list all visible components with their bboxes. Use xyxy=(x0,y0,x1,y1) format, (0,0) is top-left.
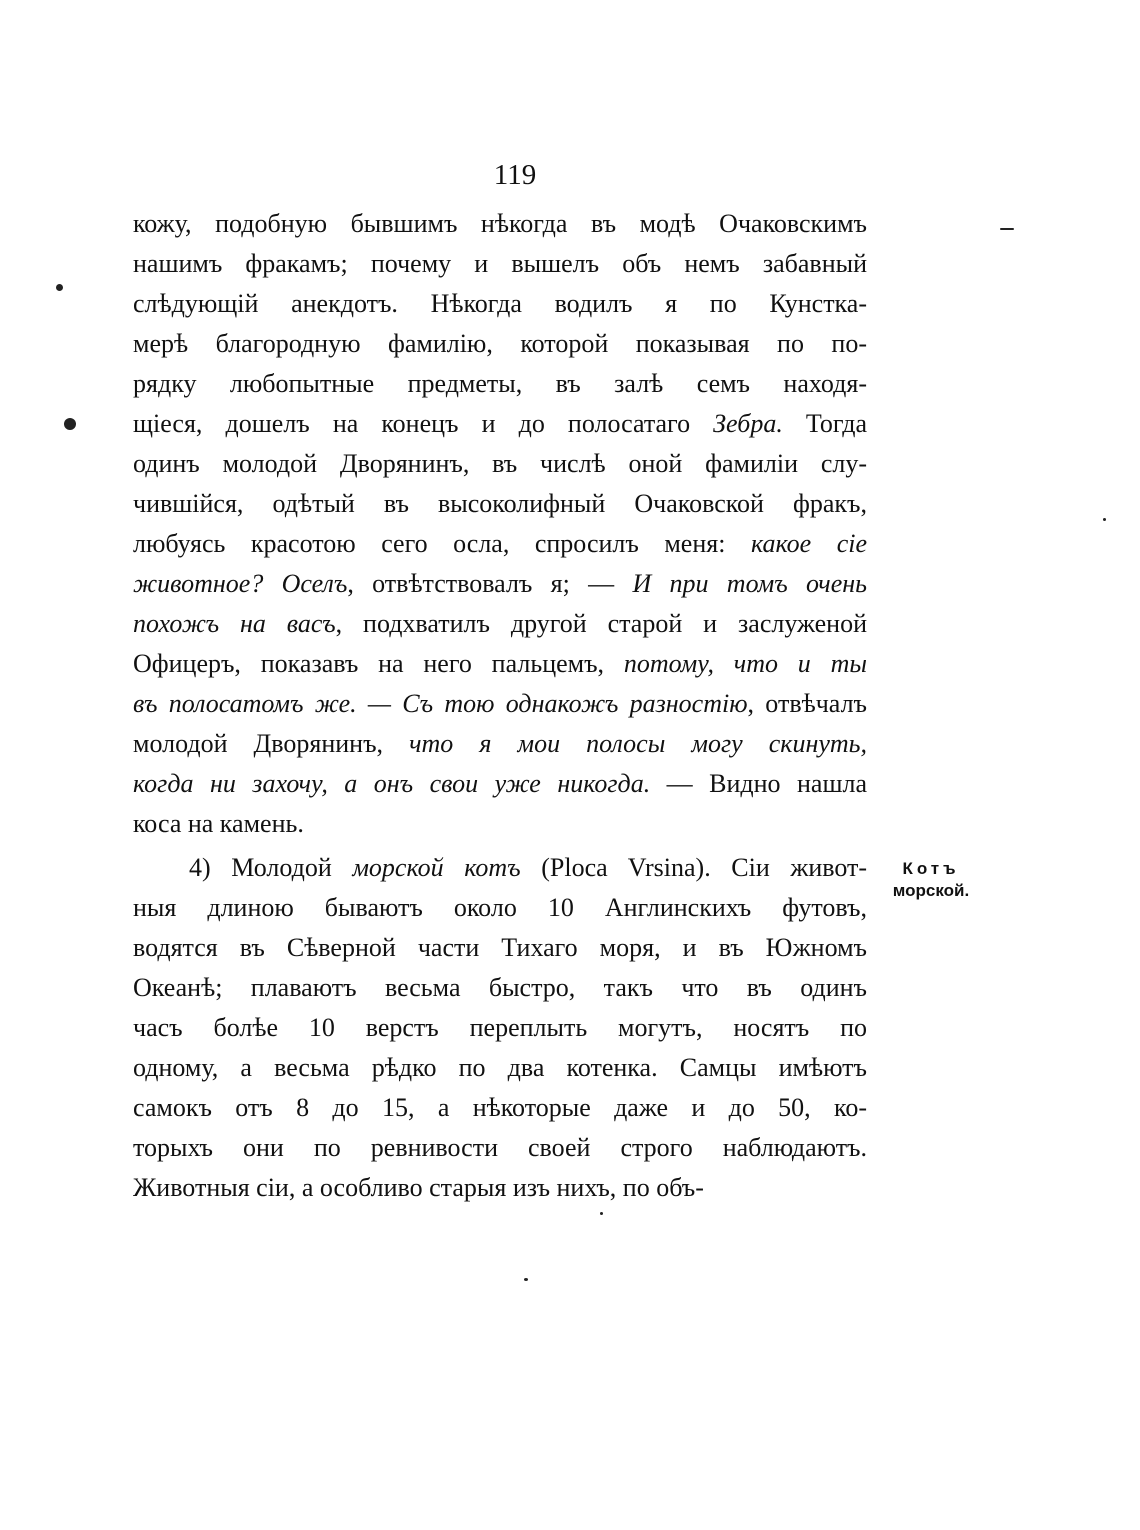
italic-text: когда ни захочу, а онъ свои уже никогда. xyxy=(133,769,651,798)
text-run: , отвѣтствовалъ я; — xyxy=(347,569,633,598)
text-line xyxy=(133,1048,867,1088)
text-run: нашимъ фракамъ; почему и вышелъ объ немъ забавный xyxy=(133,249,867,278)
text-run: Тогда xyxy=(782,409,867,438)
text-run: , подхватилъ другой старой и заслуженой xyxy=(335,609,867,638)
page-number: 119 xyxy=(493,159,537,191)
text-line xyxy=(133,1008,867,1048)
text-run: Животныя сіи, а особливо старыя изъ нихъ, по объ- xyxy=(133,1173,704,1202)
italic-text: что я мои полосы могу скинуть, xyxy=(409,729,867,758)
text-run: щіеся, дошелъ на конецъ и до полосатаго xyxy=(133,409,714,438)
text-run: самокъ отъ 8 до 15, а нѣкоторые даже и до 50, ко- xyxy=(133,1093,867,1122)
text-line xyxy=(133,684,867,724)
text-line xyxy=(133,404,867,444)
text-line xyxy=(133,928,867,968)
text-line xyxy=(133,324,867,364)
text-line xyxy=(133,848,867,888)
text-run: Офицеръ, показавъ на него пальцемъ, xyxy=(133,649,624,678)
text-run: одинъ молодой Дворянинъ, въ числѣ оной фамиліи слу- xyxy=(133,449,867,478)
text-line xyxy=(133,484,867,524)
text-run: ныя длиною бываютъ около 10 Англинскихъ футовъ, xyxy=(133,893,867,922)
italic-text: И при томъ очень xyxy=(632,569,867,598)
italic-text: животное? Оселъ xyxy=(133,569,348,598)
text-run: (Ploca Vrsina). Сіи живот- xyxy=(520,853,867,882)
italic-text: какое сіе xyxy=(750,529,867,558)
text-run: водятся въ Сѣверной части Тихаго моря, и въ Южномъ xyxy=(133,933,867,962)
scan-speck xyxy=(56,284,63,291)
text-run: одному, а весьма рѣдко по два котенка. Самцы имѣютъ xyxy=(133,1053,867,1082)
text-line xyxy=(133,644,867,684)
text-line xyxy=(133,888,867,928)
text-line xyxy=(133,204,867,244)
text-line xyxy=(133,444,867,484)
scan-speck xyxy=(600,1212,603,1215)
text-run: 4) Молодой xyxy=(189,853,353,882)
italic-text: похожъ на васъ xyxy=(133,609,336,638)
text-line xyxy=(133,284,867,324)
text-line xyxy=(133,564,867,604)
scan-speck xyxy=(524,1278,528,1281)
text-run: , отвѣчалъ xyxy=(747,689,867,718)
body-text xyxy=(133,204,867,1208)
text-line xyxy=(133,1088,867,1128)
text-run: торыхъ они по ревнивости своей строго наблюдаютъ. xyxy=(133,1133,867,1162)
text-line xyxy=(133,968,867,1008)
text-line xyxy=(133,724,867,764)
text-run: рядку любопытные предметы, въ залѣ семъ находя- xyxy=(133,369,867,398)
text-run: молодой Дворянинъ, xyxy=(133,729,410,758)
margin-note-line-1: Котъ xyxy=(902,859,960,878)
scan-speck xyxy=(1103,518,1106,521)
scan-speck xyxy=(1000,228,1014,230)
text-run: мерѣ благородную фамилію, которой показывая по по- xyxy=(133,329,867,358)
text-line xyxy=(133,1168,867,1208)
scan-speck xyxy=(64,418,76,430)
text-run: коса на камень. xyxy=(133,809,304,838)
text-line xyxy=(133,244,867,284)
text-run: слѣдующій анекдотъ. Нѣкогда водилъ я по Кунстка- xyxy=(133,289,867,318)
text-line xyxy=(133,524,867,564)
italic-text: Зебра. xyxy=(713,409,783,438)
text-run: чившійся, одѣтый въ высоколифный Очаковской фракъ, xyxy=(133,489,867,518)
italic-text: морской котъ xyxy=(352,853,521,882)
italic-text: въ полосатомъ же. — Съ тою однакожъ разностію xyxy=(133,689,748,718)
text-line xyxy=(133,764,867,804)
text-run: часъ болѣе 10 верстъ переплыть могутъ, носятъ по xyxy=(133,1013,867,1042)
text-line xyxy=(133,804,867,844)
margin-note xyxy=(876,858,986,902)
text-run: Океанѣ; плаваютъ весьма быстро, такъ что въ одинъ xyxy=(133,973,867,1002)
italic-text: потому, что и ты xyxy=(623,649,867,678)
text-line xyxy=(133,1128,867,1168)
margin-note-line-2: морской. xyxy=(892,881,970,900)
text-run: кожу, подобную бывшимъ нѣкогда въ модѣ Очаковскимъ xyxy=(133,209,867,238)
text-run: любуясь красотою сего осла, спросилъ меня: xyxy=(133,529,751,558)
text-line xyxy=(133,364,867,404)
text-run: — Видно нашла xyxy=(650,769,867,798)
text-line xyxy=(133,604,867,644)
